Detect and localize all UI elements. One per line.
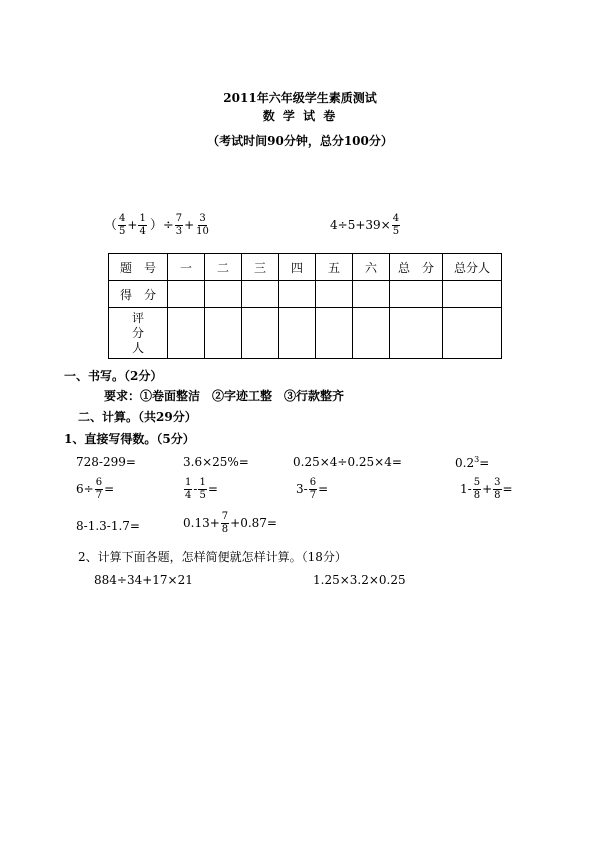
- grader-cell[interactable]: [168, 308, 205, 359]
- header-cell: 一: [168, 254, 205, 281]
- header-cell: 二: [205, 254, 242, 281]
- problem: 0.13+ $\frac{7}{8}$ +0.87=: [183, 511, 277, 535]
- expr-operator: +: [184, 218, 195, 232]
- section1-requirements: 要求：①卷面整洁 ②字迹工整 ③行款整齐: [104, 389, 345, 403]
- exam-subtitle: 数 学 试 卷: [262, 109, 338, 123]
- fraction: $\frac{3}{10}$: [196, 213, 209, 237]
- header-cell: 三: [242, 254, 279, 281]
- exam-time-note: （考试时间90分钟，总分100分）: [207, 134, 393, 148]
- fraction: $\frac{5}{8}$: [473, 477, 481, 501]
- row-label-grader: 评 分 人: [109, 308, 168, 359]
- problem: 6÷ $\frac{6}{7}$ =: [76, 477, 115, 501]
- header-cell: 五: [316, 254, 353, 281]
- fraction: $\frac{7}{3}$: [175, 213, 183, 237]
- expr-operator: +: [127, 218, 138, 232]
- header-cell: 六: [353, 254, 390, 281]
- score-cell[interactable]: [205, 281, 242, 308]
- row-label-score: 得 分: [109, 281, 168, 308]
- question1-title: 1、直接写得数。（5分）: [64, 432, 195, 446]
- grader-cell[interactable]: [353, 308, 390, 359]
- fraction: $\frac{3}{8}$: [494, 477, 501, 501]
- problem: $0.2^3=$: [455, 455, 490, 470]
- score-cell[interactable]: [353, 281, 390, 308]
- problem: 884÷34+17×21: [94, 573, 193, 587]
- score-cell[interactable]: [390, 281, 443, 308]
- question2-title: 2、计算下面各题，怎样简便就怎样计算。（18分）: [78, 550, 347, 564]
- score-table-grader-row: [109, 308, 502, 359]
- fraction: $\frac{1}{5}$: [199, 477, 206, 501]
- grader-cell[interactable]: [242, 308, 279, 359]
- header-cell: 题 号: [109, 254, 168, 281]
- grader-cell[interactable]: [279, 308, 316, 359]
- grader-cell[interactable]: [390, 308, 443, 359]
- expression-left: [104, 214, 211, 237]
- expr-open-paren: （: [104, 218, 118, 233]
- fraction: $\frac{6}{7}$: [309, 477, 317, 501]
- score-cell[interactable]: [279, 281, 316, 308]
- fraction: $\frac{6}{7}$: [95, 477, 103, 501]
- score-table-header-row: [109, 254, 502, 281]
- header-cell: 总 分: [390, 254, 443, 281]
- fraction: $\frac{1}{4}$: [185, 477, 192, 501]
- header-cell: 四: [279, 254, 316, 281]
- problem: 1- $\frac{5}{8}$ + $\frac{3}{8}$ =: [460, 477, 513, 501]
- expression-right: [330, 214, 401, 237]
- problem: 1.25×3.2×0.25: [313, 573, 406, 587]
- problem: 8-1.3-1.7=: [76, 519, 140, 533]
- score-cell[interactable]: [168, 281, 205, 308]
- grader-cell[interactable]: [205, 308, 242, 359]
- problem: 728-299=: [76, 455, 136, 469]
- fraction: $\frac{4}{5}$: [119, 213, 126, 237]
- score-table: [108, 253, 502, 359]
- score-cell[interactable]: [443, 281, 502, 308]
- grader-cell[interactable]: [443, 308, 502, 359]
- problem: 3- $\frac{6}{7}$ =: [296, 477, 329, 501]
- expr-text: 4÷5+39×: [330, 218, 391, 232]
- section1-title: 一、书写。（2分）: [64, 369, 163, 383]
- fraction: $\frac{1}{4}$: [139, 213, 146, 237]
- problem: $\frac{1}{4}$ - $\frac{1}{5}$ =: [185, 477, 218, 501]
- section2-title: 二、计算。（共29分）: [78, 410, 197, 424]
- header-cell: 总分人: [443, 254, 502, 281]
- grader-cell[interactable]: [316, 308, 353, 359]
- fraction: $\frac{4}{5}$: [392, 213, 400, 237]
- exam-title: 2011年六年级学生素质测试: [223, 91, 377, 105]
- expr-close-divide: ）÷: [149, 218, 174, 233]
- score-cell[interactable]: [316, 281, 353, 308]
- problem: 0.25×4÷0.25×4=: [293, 455, 402, 469]
- score-table-score-row: [109, 281, 502, 308]
- score-cell[interactable]: [242, 281, 279, 308]
- fraction: $\frac{7}{8}$: [221, 511, 229, 535]
- problem: 3.6×25%=: [183, 455, 249, 469]
